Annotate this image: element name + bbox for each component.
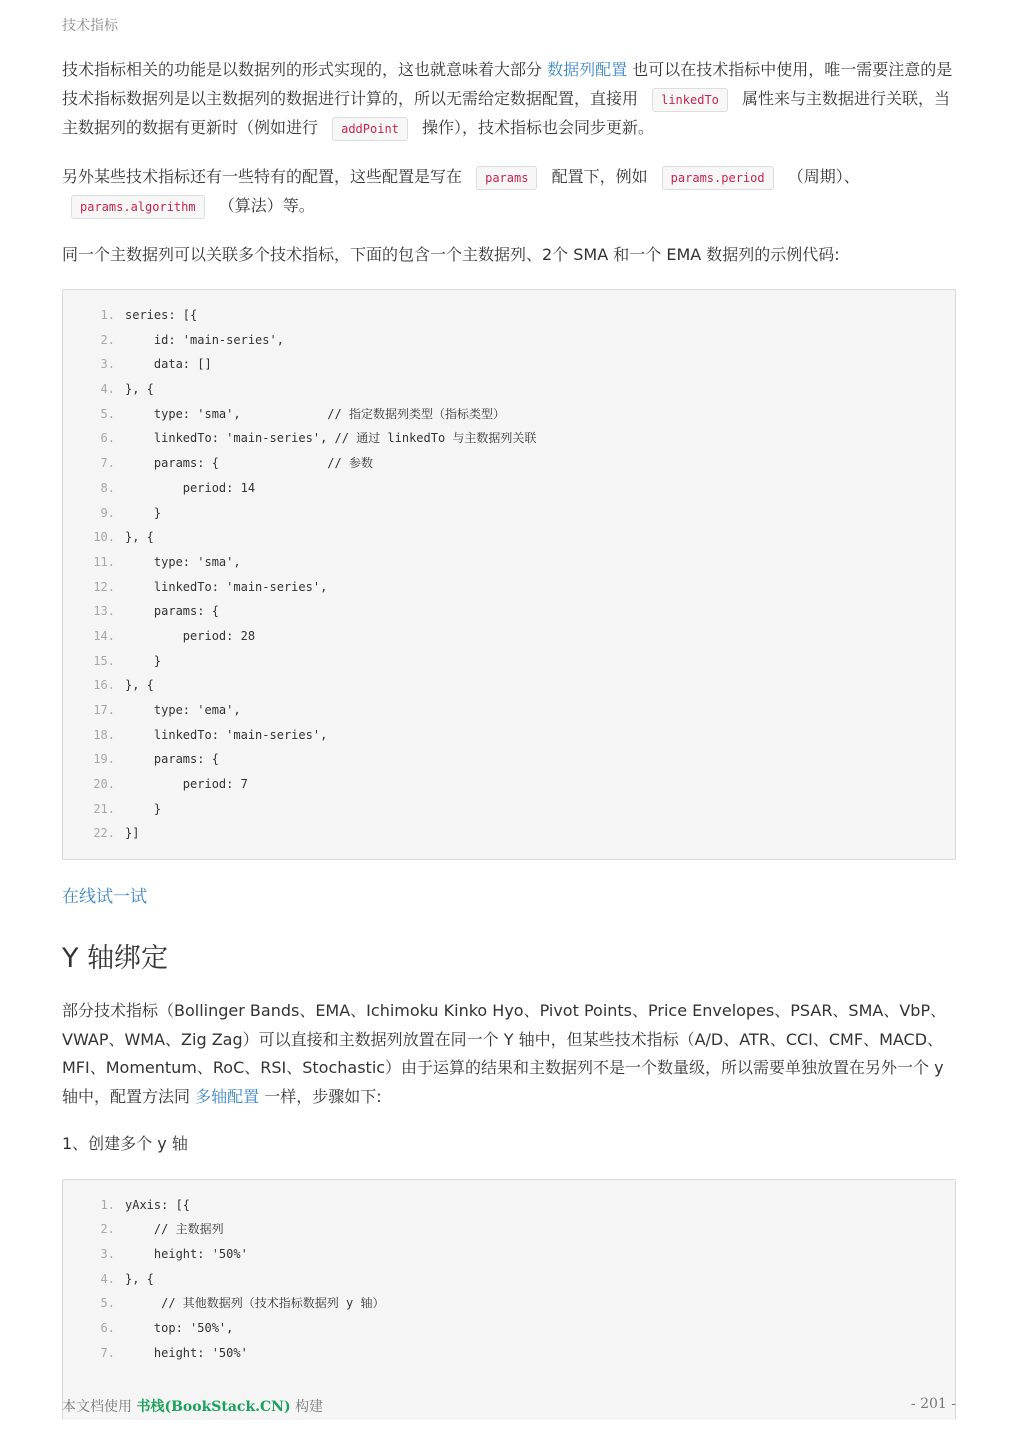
code-line — [63, 402, 955, 427]
code-text: }, { — [125, 678, 154, 693]
code-line — [63, 772, 955, 797]
line-number: 1. — [100, 308, 115, 322]
line-number: 16. — [93, 678, 115, 693]
line-number: 6. — [100, 1321, 115, 1336]
series-config-link[interactable]: 数据列配置 — [547, 60, 628, 79]
code-text: data: [] — [125, 357, 212, 372]
line-number: 14. — [93, 628, 115, 643]
code-line — [63, 649, 955, 674]
code-text: linkedTo: 'main-series', // 通过 linkedTo 与主数据列关联 — [125, 431, 537, 446]
code-line — [63, 673, 955, 698]
line-number: 4. — [100, 1271, 115, 1286]
line-number: 2. — [100, 1222, 115, 1237]
inline-code-params-algorithm: params.algorithm — [71, 195, 205, 219]
code-line — [63, 328, 955, 353]
section-heading: Y 轴绑定 — [62, 943, 169, 975]
text: 操作），技术指标也会同步更新。 — [422, 118, 655, 137]
line-number: 18. — [93, 727, 115, 742]
inline-code-params-period: params.period — [662, 166, 774, 190]
code-text: id: 'main-series', — [125, 332, 284, 347]
code-text: period: 7 — [125, 777, 248, 792]
line-number: 3. — [100, 357, 115, 372]
line-number: 9. — [100, 505, 115, 520]
code-text: height: '50%' — [125, 1247, 248, 1261]
line-number: 10. — [93, 530, 115, 545]
code-line — [63, 723, 955, 748]
line-number: 13. — [93, 604, 115, 619]
line-number: 7. — [100, 1345, 115, 1360]
code-text: params: { — [125, 752, 219, 767]
line-number: 19. — [93, 752, 115, 767]
document-body — [62, 56, 956, 1420]
code-line — [63, 624, 955, 649]
try-online-link[interactable]: 在线试一试 — [62, 887, 147, 908]
line-number: 11. — [93, 554, 115, 569]
code-line — [63, 1341, 955, 1366]
line-number: 21. — [93, 801, 115, 816]
text: 一样，步骤如下: — [264, 1086, 382, 1106]
line-number: 5. — [100, 1296, 115, 1311]
code-line — [63, 451, 955, 476]
code-text: series: [{ — [125, 308, 198, 322]
code-line — [63, 1193, 955, 1218]
code-text: }, { — [125, 382, 154, 397]
code-text: } — [125, 801, 162, 816]
footer-brand-link[interactable]: 书栈(BookStack.CN) — [136, 1399, 291, 1415]
step-1: 1、创建多个 y 轴 — [62, 1134, 188, 1154]
text: （算法）等。 — [218, 196, 315, 215]
code-text: } — [125, 653, 162, 668]
page-number: - 201 - — [910, 1396, 956, 1412]
text: 也可以在技术指标中使用，唯一需要注意的是技术指标数据列是以主数据列的数据进行计算的，所以无需给定数据配置，直接用 — [62, 60, 953, 108]
line-number: 12. — [93, 579, 115, 594]
code-text: params: { — [125, 604, 219, 619]
line-number: 6. — [100, 431, 115, 446]
line-number: 4. — [100, 382, 115, 397]
code-line — [63, 821, 955, 846]
code-text: }, { — [125, 530, 154, 545]
text: 另外某些技术指标还有一些特有的配置，这些配置是写在 — [62, 166, 463, 186]
code-text: }, { — [125, 1271, 154, 1286]
paragraph-intro — [62, 56, 956, 144]
code-line — [63, 1267, 955, 1292]
code-line — [63, 698, 955, 723]
code-line — [63, 575, 955, 600]
footer-prefix: 本文档使用 — [62, 1399, 132, 1415]
code-line — [63, 1291, 955, 1316]
code-text: type: 'sma', — [125, 554, 241, 569]
code-text: type: 'sma', // 指定数据列类型（指标类型） — [125, 406, 505, 421]
paragraph-yaxis — [62, 997, 956, 1111]
paragraph-example-intro: 同一个主数据列可以关联多个技术指标，下面的包含一个主数据列、2个 SMA 和一个 EMA 数据列的示例代码: — [62, 244, 840, 264]
inline-code-addpoint: addPoint — [332, 117, 408, 141]
code-text: height: '50%' — [125, 1345, 248, 1360]
inline-code-params: params — [476, 166, 537, 190]
code-text: type: 'ema', — [125, 703, 241, 717]
code-line — [63, 797, 955, 822]
line-number: 8. — [100, 480, 115, 495]
try-online-row — [62, 882, 956, 907]
line-number: 7. — [100, 456, 115, 471]
code-block-yaxis — [62, 1179, 956, 1420]
line-number: 17. — [93, 703, 115, 717]
line-number: 20. — [93, 777, 115, 792]
line-number: 5. — [100, 406, 115, 421]
code-text: top: '50%', — [125, 1321, 234, 1336]
code-line — [63, 377, 955, 402]
code-text: // 其他数据列（技术指标数据列 y 轴） — [125, 1296, 385, 1311]
code-line — [63, 1217, 955, 1242]
code-text: } — [125, 505, 162, 520]
code-line — [63, 599, 955, 624]
line-number: 3. — [100, 1247, 115, 1261]
code-line — [63, 550, 955, 575]
code-line — [63, 476, 955, 501]
code-block-series — [62, 289, 956, 860]
code-text: period: 28 — [125, 628, 256, 643]
inline-code-linkedto: linkedTo — [652, 88, 728, 112]
paragraph-params — [62, 163, 956, 222]
text: （周期）、 — [787, 166, 860, 186]
text: 技术指标相关的功能是以数据列的形式实现的，这也就意味着大部分 — [62, 60, 543, 79]
text: 配置下，例如 — [551, 166, 648, 186]
code-line — [63, 501, 955, 526]
text: 属性来与主数据进行关联，当主数据列的数据有更新时（例如进行 — [62, 88, 951, 137]
code-text: }] — [125, 826, 140, 841]
line-number: 2. — [100, 332, 115, 347]
code-line — [63, 747, 955, 772]
code-text: params: { // 参数 — [125, 456, 373, 471]
code-line — [63, 426, 955, 451]
line-number: 15. — [93, 653, 115, 668]
page-footer — [62, 1396, 956, 1416]
code-text: yAxis: [{ — [125, 1197, 191, 1212]
code-line — [63, 1242, 955, 1267]
code-text: linkedTo: 'main-series', — [125, 579, 328, 594]
footer-suffix: 构建 — [295, 1399, 324, 1415]
code-line — [63, 525, 955, 550]
code-text: // 主数据列 — [125, 1222, 224, 1237]
line-number: 1. — [100, 1197, 115, 1212]
line-number: 22. — [93, 826, 115, 841]
code-text: period: 14 — [125, 480, 256, 495]
text: 部分技术指标（Bollinger Bands、EMA、Ichimoku Kinko Hyo、Pivot Points、Price Envelopes、PSAR、SMA、VbP、 VWAP、WMA、Zig Zag）可以直接和主数据列放置在同一个 Y 轴中，但某些技术指标（A/D、ATR、CCI、CMF、MACD、 MFI、Momentum、RoC、RSI、Stochastic）由于运算的结果和主数据列不是一个数量级，所以需要单独放置在另外一个 y 轴中，配置方法同 — [62, 1001, 947, 1106]
page-header: 技术指标 — [62, 18, 118, 34]
code-text: linkedTo: 'main-series', — [125, 727, 328, 742]
code-line — [63, 303, 955, 328]
code-line — [63, 1316, 955, 1341]
multi-axis-config-link[interactable]: 多轴配置 — [195, 1086, 260, 1106]
code-line — [63, 352, 955, 377]
